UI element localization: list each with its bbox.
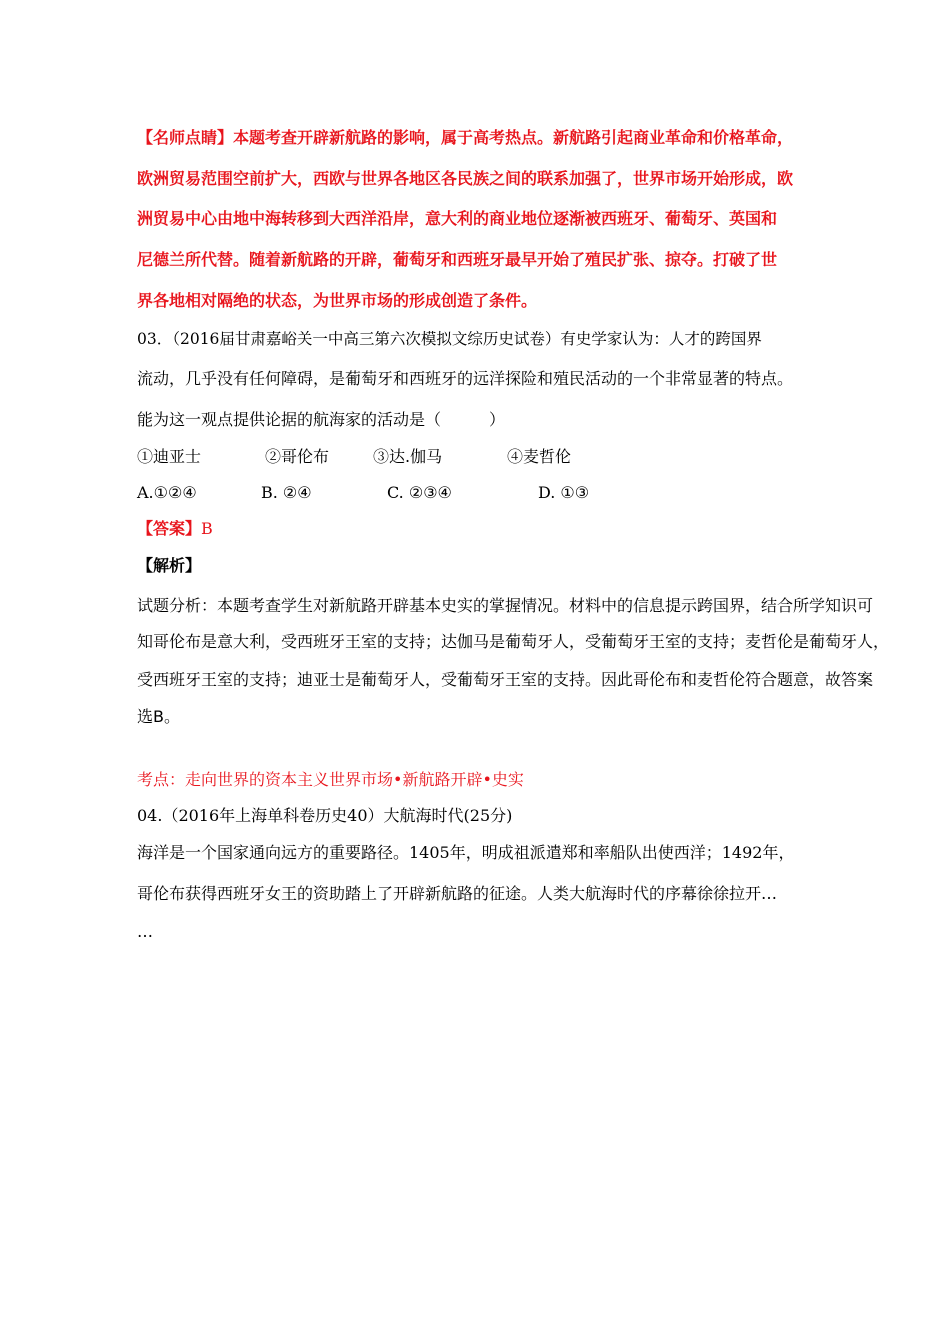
q03-stem-line-2: 流动，几乎没有任何障碍，是葡萄牙和西班牙的远洋探险和殖民活动的一个非常显著的特点。 xyxy=(137,369,794,388)
analysis-label: 【解析】 xyxy=(137,556,202,575)
answer-value: B xyxy=(201,519,213,538)
teacher-note-line-3: 洲贸易中心由地中海转移到大西洋沿岸，意大利的商业地位逐渐被西班牙、葡萄牙、英国和 xyxy=(137,209,778,228)
answer-label: 【答案】 xyxy=(137,519,202,538)
q03-stem-line-1: 03．（2016届甘肃嘉峪关一中高三第六次模拟文综历史试卷）有史学家认为：人才的跨国界 xyxy=(137,330,762,348)
analysis-line-1: 试题分析：本题考查学生对新航路开辟基本史实的掌握情况。材料中的信息提示跨国界，结合所学知识可 xyxy=(137,596,874,615)
q03-choice-d: D. ①③ xyxy=(538,483,590,502)
q03-item-2: ②哥伦布 xyxy=(265,447,330,466)
analysis-line-4: 选B。 xyxy=(137,707,180,726)
kaodian: 考点：走向世界的资本主义世界市场•新航路开辟•史实 xyxy=(137,770,524,789)
q03-choice-b: B. ②④ xyxy=(261,483,312,502)
teacher-note-label: 【名师点睛】 xyxy=(137,128,234,147)
teacher-note-text: 本题考查开辟新航路的影响，属于高考热点。新航路引起商业革命和价格革命， xyxy=(233,128,794,147)
q03-item-4: ④麦哲伦 xyxy=(507,447,572,466)
q03-stem-line-3: 能为这一观点提供论据的航海家的活动是（ ） xyxy=(137,410,506,429)
teacher-note-line-2: 欧洲贸易范围空前扩大，西欧与世界各地区各民族之间的联系加强了，世界市场开始形成，欧 xyxy=(137,169,794,188)
teacher-note-line-5: 界各地相对隔绝的状态，为世界市场的形成创造了条件。 xyxy=(137,291,538,310)
q03-item-1: ①迪亚士 xyxy=(137,447,202,466)
analysis-line-2: 知哥伦布是意大利，受西班牙王室的支持；达伽马是葡萄牙人，受葡萄牙王室的支持；麦哲伦是葡萄牙人， xyxy=(137,632,890,651)
q03-choice-c: C. ②③④ xyxy=(387,483,452,502)
q04-line-3: … xyxy=(137,922,153,941)
q04-line-1: 海洋是一个国家通向远方的重要路径。1405年，明成祖派遣郑和率船队出使西洋；1492年， xyxy=(137,843,795,862)
q03-item-3: ③达.伽马 xyxy=(373,447,443,466)
teacher-note-line-1 xyxy=(137,128,793,148)
q03-choice-a: A.①②④ xyxy=(137,483,197,502)
q03-answer xyxy=(137,519,213,539)
teacher-note-line-4: 尼德兰所代替。随着新航路的开辟，葡萄牙和西班牙最早开始了殖民扩张、掠夺。打破了世 xyxy=(137,250,778,269)
q04-line-2: 哥伦布获得西班牙女王的资助踏上了开辟新航路的征途。人类大航海时代的序幕徐徐拉开… xyxy=(137,884,778,903)
q04-stem: 04.（2016年上海单科卷历史40）大航海时代(25分) xyxy=(137,806,513,825)
analysis-line-3: 受西班牙王室的支持；迪亚士是葡萄牙人，受葡萄牙王室的支持。因此哥伦布和麦哲伦符合题意，故答案 xyxy=(137,670,874,689)
